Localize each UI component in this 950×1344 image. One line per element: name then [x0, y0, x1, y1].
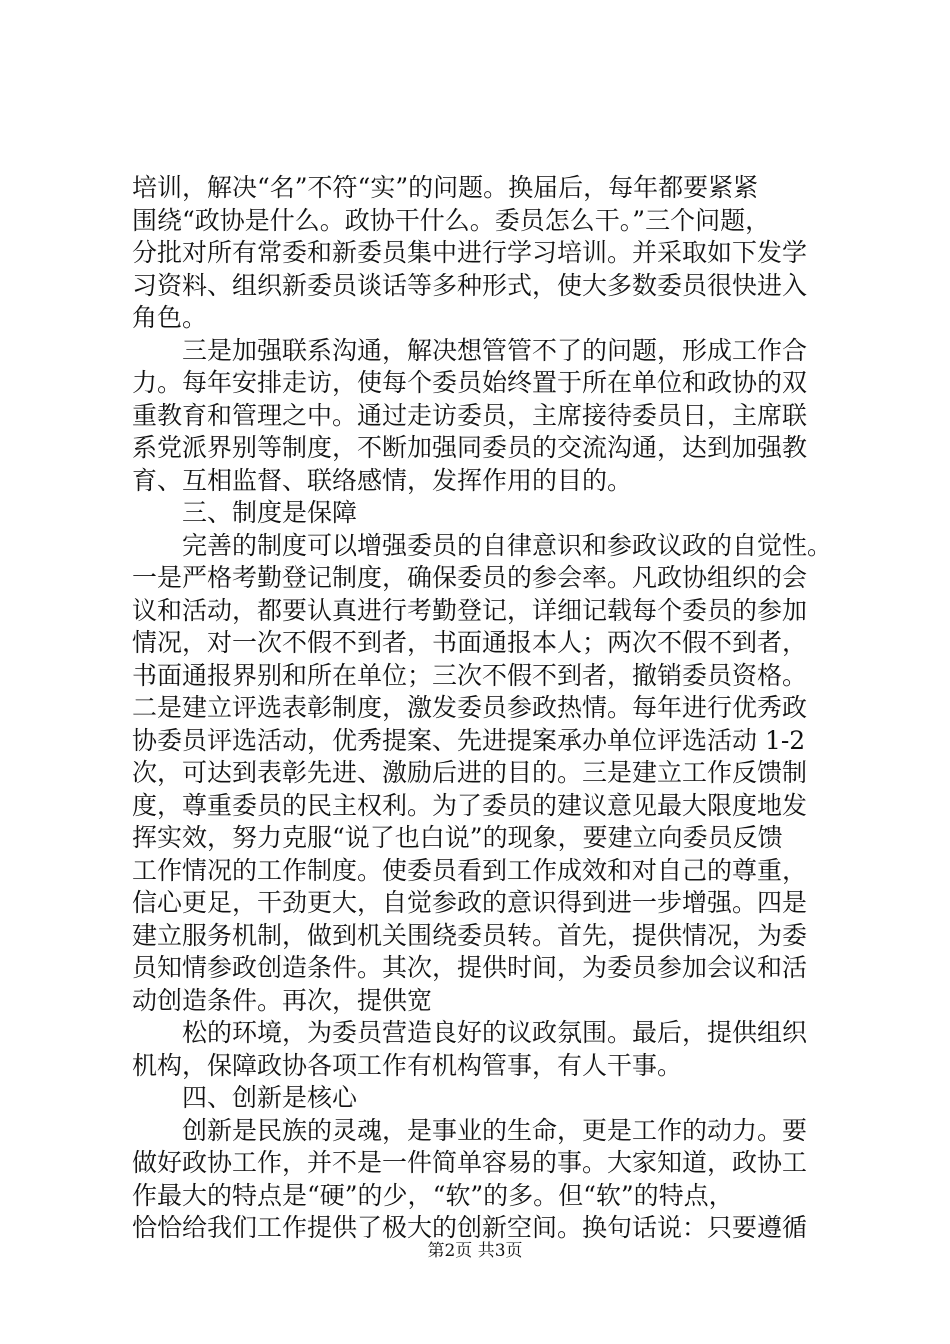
text-line: 松的环境，为委员营造良好的议政氛围。最后，提供组织: [182, 1018, 808, 1047]
text-line: 完善的制度可以增强委员的自律意识和参政议政的自觉性。: [182, 530, 833, 560]
text-line: 情况，对一次不假不到者，书面通报本人；两次不假不到者，: [132, 628, 808, 657]
text-line: 信心更足，干劲更大，自觉参政的意识得到进一步增强。四是: [132, 888, 808, 917]
text-line: 系党派界别等制度，不断加强同委员的交流沟通，达到加强教: [132, 433, 808, 462]
text-line: 创新是民族的灵魂，是事业的生命，更是工作的动力。要: [182, 1115, 808, 1145]
text-line: 动创造条件。再次，提供宽: [132, 985, 433, 1015]
text-line: 度，尊重委员的民主权利。为了委员的建议意见最大限度地发: [132, 790, 808, 820]
text-line: 培训，解决“名”不符“实”的问题。换届后，每年都要紧紧: [132, 173, 759, 202]
text-line: 三是加强联系沟通，解决想管管不了的问题，形成工作合: [182, 335, 808, 365]
text-line: 角色。: [132, 303, 208, 332]
text-line: 次，可达到表彰先进、激励后进的目的。三是建立工作反馈制: [132, 758, 808, 787]
text-line: 作最大的特点是“硬”的少，“软”的多。但“软”的特点，: [132, 1180, 734, 1210]
text-line: 协委员评选活动，优秀提案、先进提案承办单位评选活动 1-2: [132, 725, 806, 755]
document-body: [132, 172, 832, 1245]
text-line: 育、互相监督、联络感情，发挥作用的目的。: [132, 465, 633, 495]
text-line: 习资料、组织新委员谈话等多种形式，使大多数委员很快进入: [132, 270, 808, 300]
text-line: 议和活动，都要认真进行考勤登记，详细记载每个委员的参加: [132, 595, 808, 625]
text-line: 员知情参政创造条件。其次，提供时间，为委员参加会议和活: [132, 953, 808, 982]
text-line: 力。每年安排走访，使每个委员始终置于所在单位和政协的双: [132, 368, 808, 397]
text-line: 建立服务机制，做到机关围绕委员转。首先，提供情况，为委: [132, 920, 808, 950]
text-line: 重教育和管理之中。通过走访委员，主席接待委员日，主席联: [132, 400, 808, 430]
text-line: 工作情况的工作制度。使委员看到工作成效和对自己的尊重，: [132, 855, 808, 885]
text-line: 机构，保障政协各项工作有机构管事，有人干事。: [132, 1050, 683, 1080]
text-line: 一是严格考勤登记制度，确保委员的参会率。凡政协组织的会: [132, 563, 808, 592]
page-footer: 第2页 共3页: [427, 1241, 523, 1261]
text-line: 围绕“政协是什么。政协干什么。委员怎么干。”三个问题，: [132, 205, 771, 235]
text-line: 分批对所有常委和新委员集中进行学习培训。并采取如下发学: [132, 238, 808, 267]
text-line: 做好政协工作，并不是一件简单容易的事。大家知道，政协工: [132, 1148, 808, 1177]
text-line: 四、创新是核心: [182, 1083, 358, 1112]
text-line: 二是建立评选表彰制度，激发委员参政热情。每年进行优秀政: [132, 693, 808, 722]
text-line: 恰恰给我们工作提供了极大的创新空间。换句话说：只要遵循: [132, 1213, 808, 1242]
text-line: 三、制度是保障: [182, 498, 358, 527]
text-line: 书面通报界别和所在单位；三次不假不到者，撤销委员资格。: [132, 660, 808, 690]
text-line: 挥实效，努力克服“说了也白说”的现象，要建立向委员反馈: [132, 823, 783, 852]
